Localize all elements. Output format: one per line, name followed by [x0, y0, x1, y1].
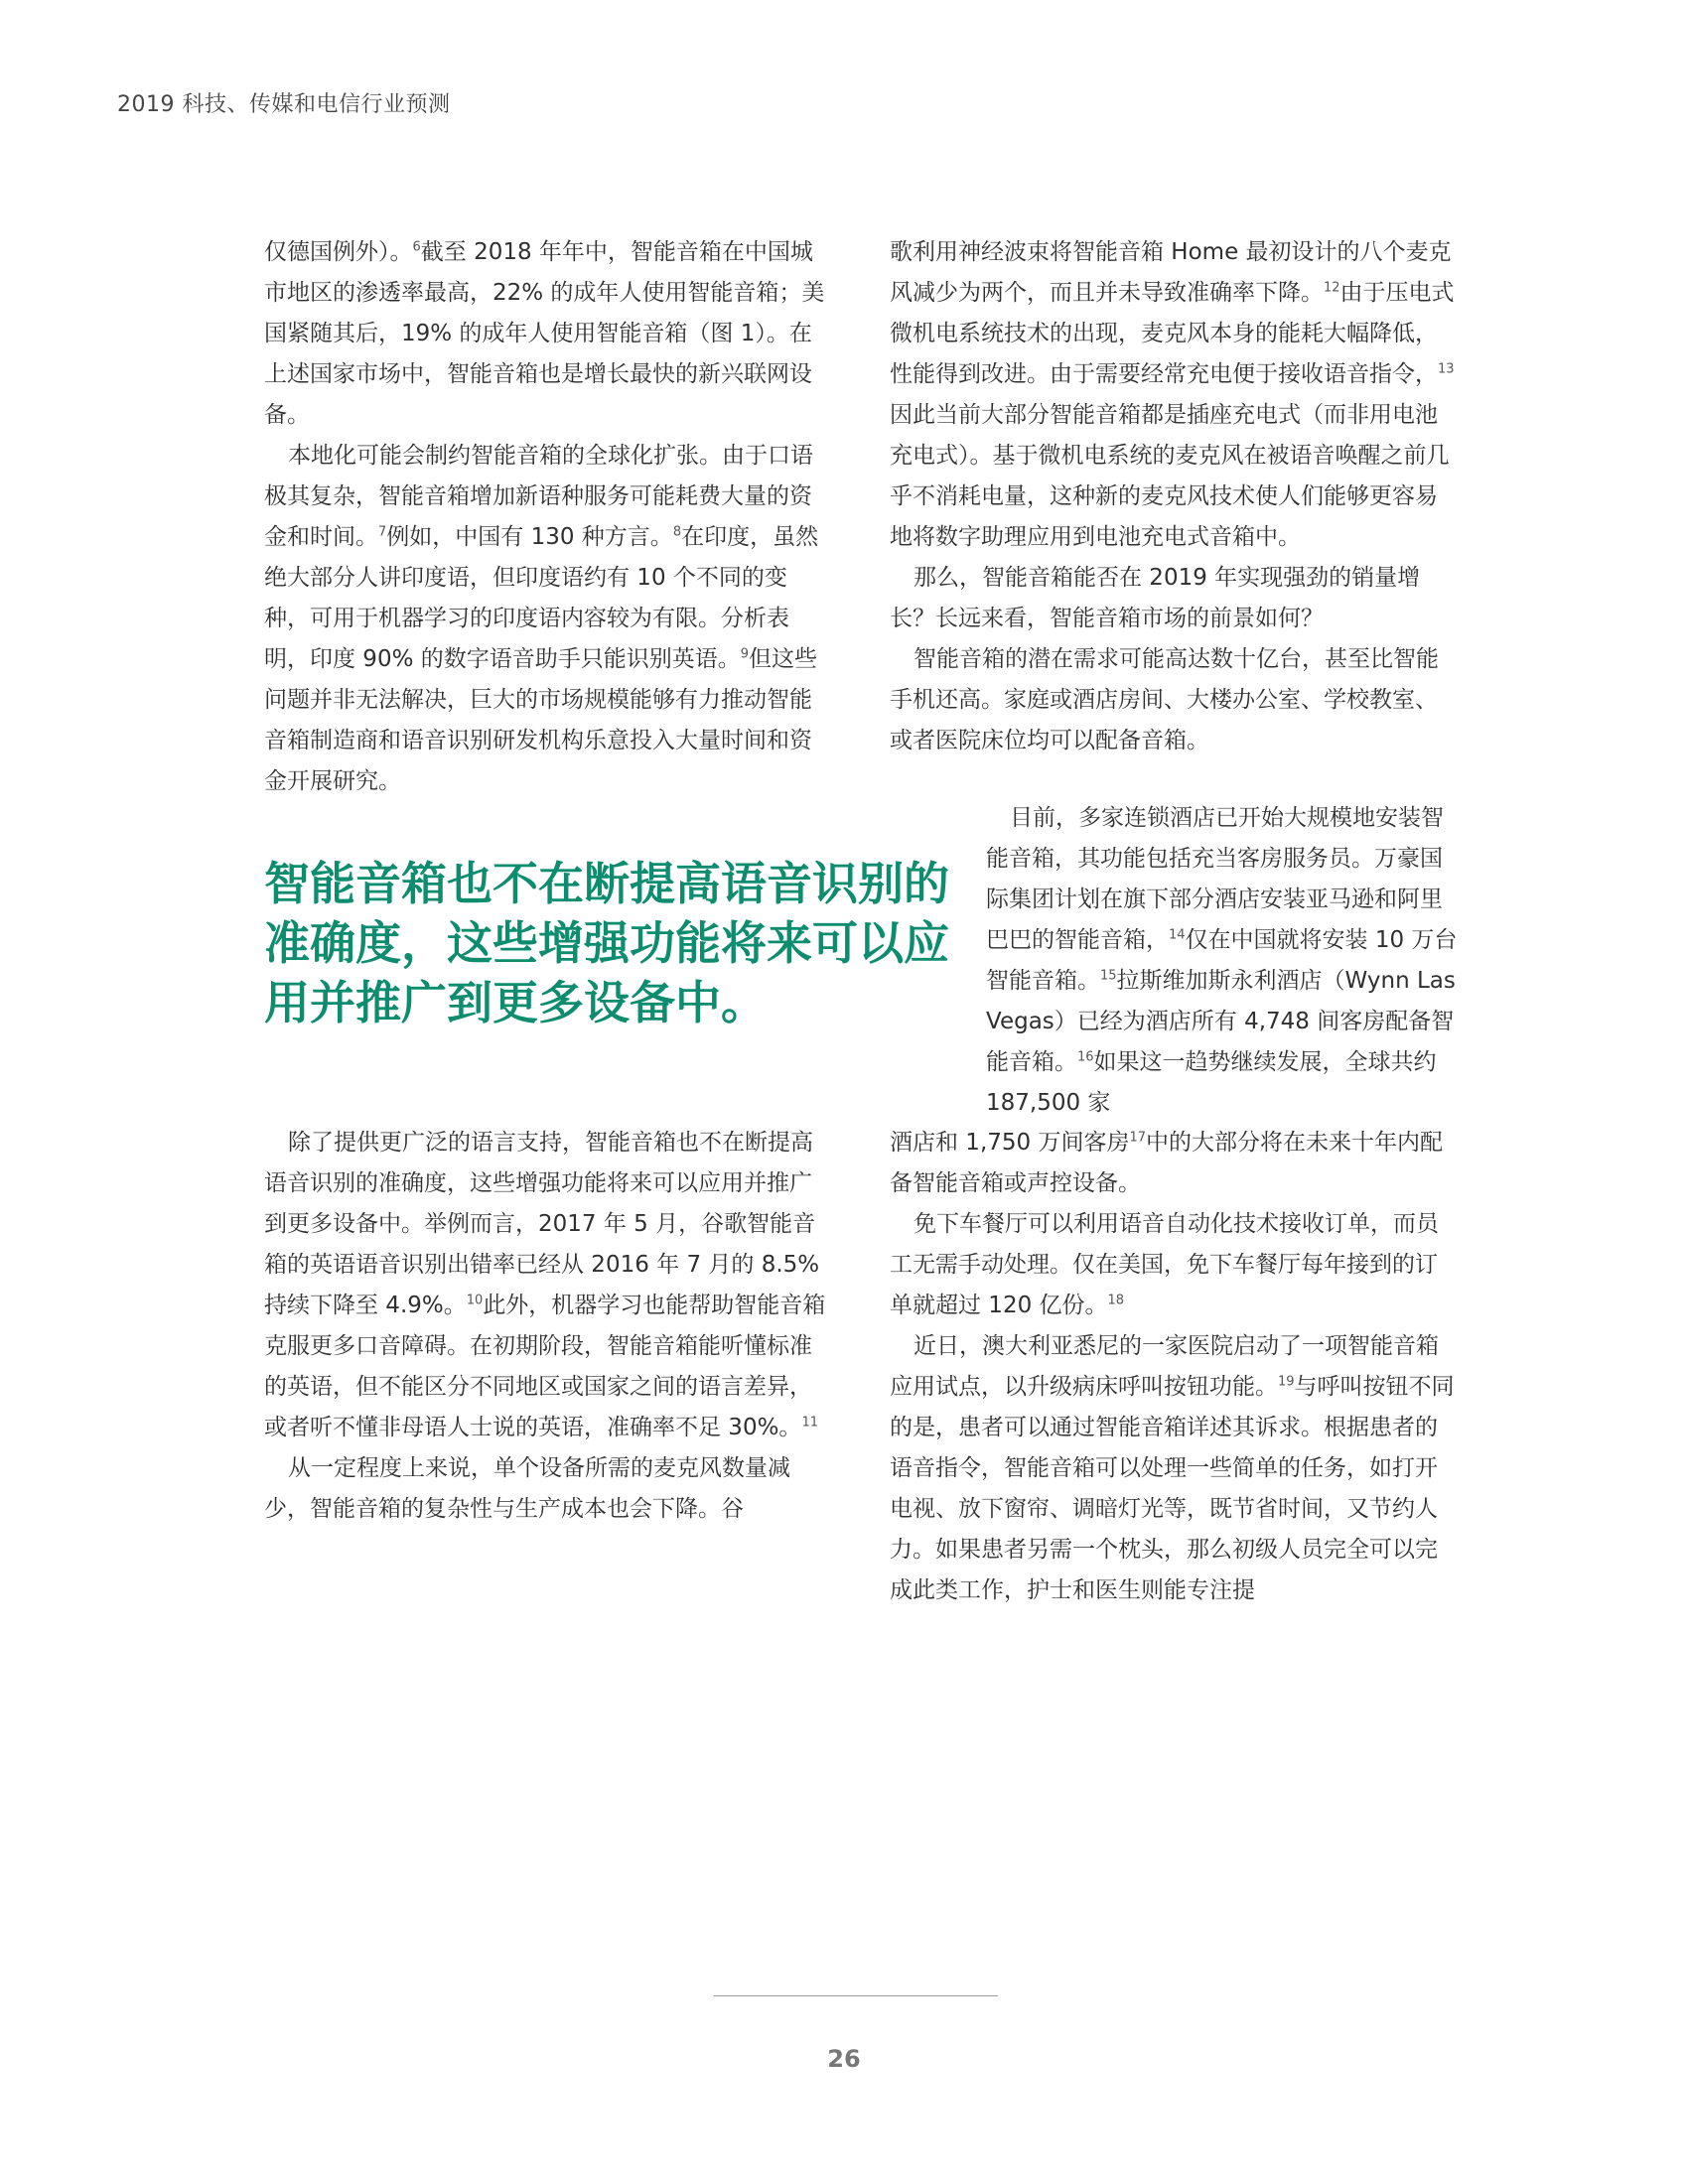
paragraph	[890, 639, 1456, 761]
paragraph	[264, 1123, 830, 1448]
page-number: 26	[827, 2045, 861, 2073]
paragraph	[890, 1204, 1456, 1326]
footnote-ref[interactable]: 17	[1129, 1130, 1147, 1146]
body-text: 但这些问题并非无法解决，巨大的市场规模能够有力推动智能音箱制造商和语音识别研发机构乐意投入大量时间和资金开展研究。	[264, 646, 818, 794]
body-text: 近日，澳大利亚悉尼的一家医院启动了一项智能音箱应用试点，以升级病床呼叫按钮功能。	[890, 1333, 1439, 1400]
body-text: 因此当前大部分智能音箱都是插座充电式（而非用电池充电式）。基于微机电系统的麦克风在被语音唤醒之前几乎不消耗电量，这种新的麦克风技术使人们能够更容易地将数字助理应用到电池充电式音箱中。	[890, 402, 1450, 550]
right-column-wrapped	[986, 798, 1458, 1124]
footnote-ref[interactable]: 13	[1438, 361, 1455, 377]
body-text: 那么，智能音箱能否在 2019 年实现强劲的销量增长？长远来看，智能音箱市场的前景如何？	[890, 565, 1421, 631]
body-text: 仅德国例外）。	[264, 239, 413, 265]
paragraph	[890, 232, 1456, 558]
body-text: 从一定程度上来说，单个设备所需的麦克风数量减少，智能音箱的复杂性与生产成本也会下降。谷	[264, 1455, 790, 1522]
footnote-ref[interactable]: 12	[1324, 280, 1340, 296]
paragraph	[264, 436, 830, 802]
footnote-ref[interactable]: 16	[1077, 1049, 1094, 1065]
paragraph	[890, 558, 1456, 639]
footnote-ref[interactable]: 10	[466, 1293, 484, 1308]
body-text: 仅在中国就将安装 10 万台智能音箱。	[986, 927, 1458, 994]
footnote-ref[interactable]: 6	[412, 239, 421, 255]
body-text: 例如，中国有 130 种方言。	[386, 524, 673, 550]
body-text: 歌利用神经波束将智能音箱 Home 最初设计的八个麦克风减少为两个，而且并未导致准确率下降。	[890, 239, 1452, 306]
footnote-ref[interactable]: 19	[1278, 1374, 1295, 1390]
body-text: 如果这一趋势继续发展，全球共约 187,500 家	[986, 1049, 1437, 1116]
left-column-bottom	[264, 1123, 830, 1530]
footnote-ref[interactable]: 9	[740, 646, 750, 662]
body-text: 此外，机器学习也能帮助智能音箱克服更多口音障碍。在初期阶段，智能音箱能听懂标准的英语，但不能区分不同地区或国家之间的语言差异，或者听不懂非母语人士说的英语，准确率不足 30%。	[264, 1293, 826, 1440]
body-text: 本地化可能会制约智能音箱的全球化扩张。由于口语极其复杂，智能音箱增加新语种服务可能耗费大量的资金和时间。	[264, 443, 813, 550]
body-text: 与呼叫按钮不同的是，患者可以通过智能音箱详述其诉求。根据患者的语音指令，智能音箱可以处理一些简单的任务，如打开电视、放下窗帘、调暗灯光等，既节省时间，又节约人力。如果患者另需一个枕头，那么初级人员完全可以完成此类工作，护士和医生则能专注提	[890, 1374, 1455, 1603]
footnote-ref[interactable]: 14	[1169, 927, 1186, 943]
footer-divider	[714, 1995, 998, 1996]
body-text: 目前，多家连锁酒店已开始大规模地安装智能音箱，其功能包括充当客房服务员。万豪国际集团计划在旗下部分酒店安装亚马逊和阿里巴巴的智能音箱，	[986, 805, 1444, 953]
body-text: 酒店和 1,750 万间客房	[890, 1130, 1130, 1156]
body-text: 在印度，虽然绝大部分人讲印度语，但印度语约有 10 个不同的变种，可用于机器学习的印度语内容较为有限。分析表明，印度 90% 的数字语音助手只能识别英语。	[264, 524, 819, 672]
body-text: 除了提供更广泛的语言支持，智能音箱也不在断提高语音识别的准确度，这些增强功能将来可以应用并推广到更多设备中。举例而言，2017 年 5 月，谷歌智能音箱的英语语音识别出错率已经从 2016 年 7 月的 8.5% 持续下降至 4.9%。	[264, 1130, 820, 1318]
footnote-ref[interactable]: 7	[378, 524, 387, 540]
paragraph	[264, 1448, 830, 1530]
right-column-top	[890, 232, 1456, 761]
footnote-ref[interactable]: 11	[801, 1415, 818, 1431]
paragraph	[986, 798, 1458, 1124]
body-text: 免下车餐厅可以利用语音自动化技术接收订单，而员工无需手动处理。仅在美国，免下车餐厅每年接到的订单就超过 120 亿份。	[890, 1211, 1439, 1318]
footnote-ref[interactable]: 15	[1100, 968, 1117, 984]
body-text: 智能音箱的潜在需求可能高达数十亿台，甚至比智能手机还高。家庭或酒店房间、大楼办公室、学校教室、或者医院床位均可以配备音箱。	[890, 646, 1439, 753]
footnote-ref[interactable]: 18	[1107, 1293, 1125, 1308]
paragraph	[890, 1326, 1456, 1611]
report-header: 2019 科技、传媒和电信行业预测	[117, 92, 451, 117]
pull-quote: 智能音箱也不在断提高语音识别的准确度，这些增强功能将来可以应用并推广到更多设备中。	[264, 857, 949, 1029]
body-text: 截至 2018 年年中，智能音箱在中国城市地区的渗透率最高，22% 的成年人使用智能音箱；美国紧随其后，19% 的成年人使用智能音箱（图 1）。在上述国家市场中，智能音箱也是增长最快的新兴联网设备。	[264, 239, 825, 428]
paragraph	[890, 1123, 1456, 1204]
body-text: 中的大部分将在未来十年内配备智能音箱或声控设备。	[890, 1130, 1444, 1196]
footnote-ref[interactable]: 8	[672, 524, 682, 540]
left-column-top	[264, 232, 830, 802]
body-text: 拉斯维加斯永利酒店（Wynn Las Vegas）已经为酒店所有 4,748 间客房配备智能音箱。	[986, 968, 1456, 1075]
right-column-bottom	[890, 1123, 1456, 1611]
paragraph	[264, 232, 830, 436]
body-text: 由于压电式微机电系统技术的出现，麦克风本身的能耗大幅降低，性能得到改进。由于需要经常充电便于接收语音指令，	[890, 280, 1455, 387]
